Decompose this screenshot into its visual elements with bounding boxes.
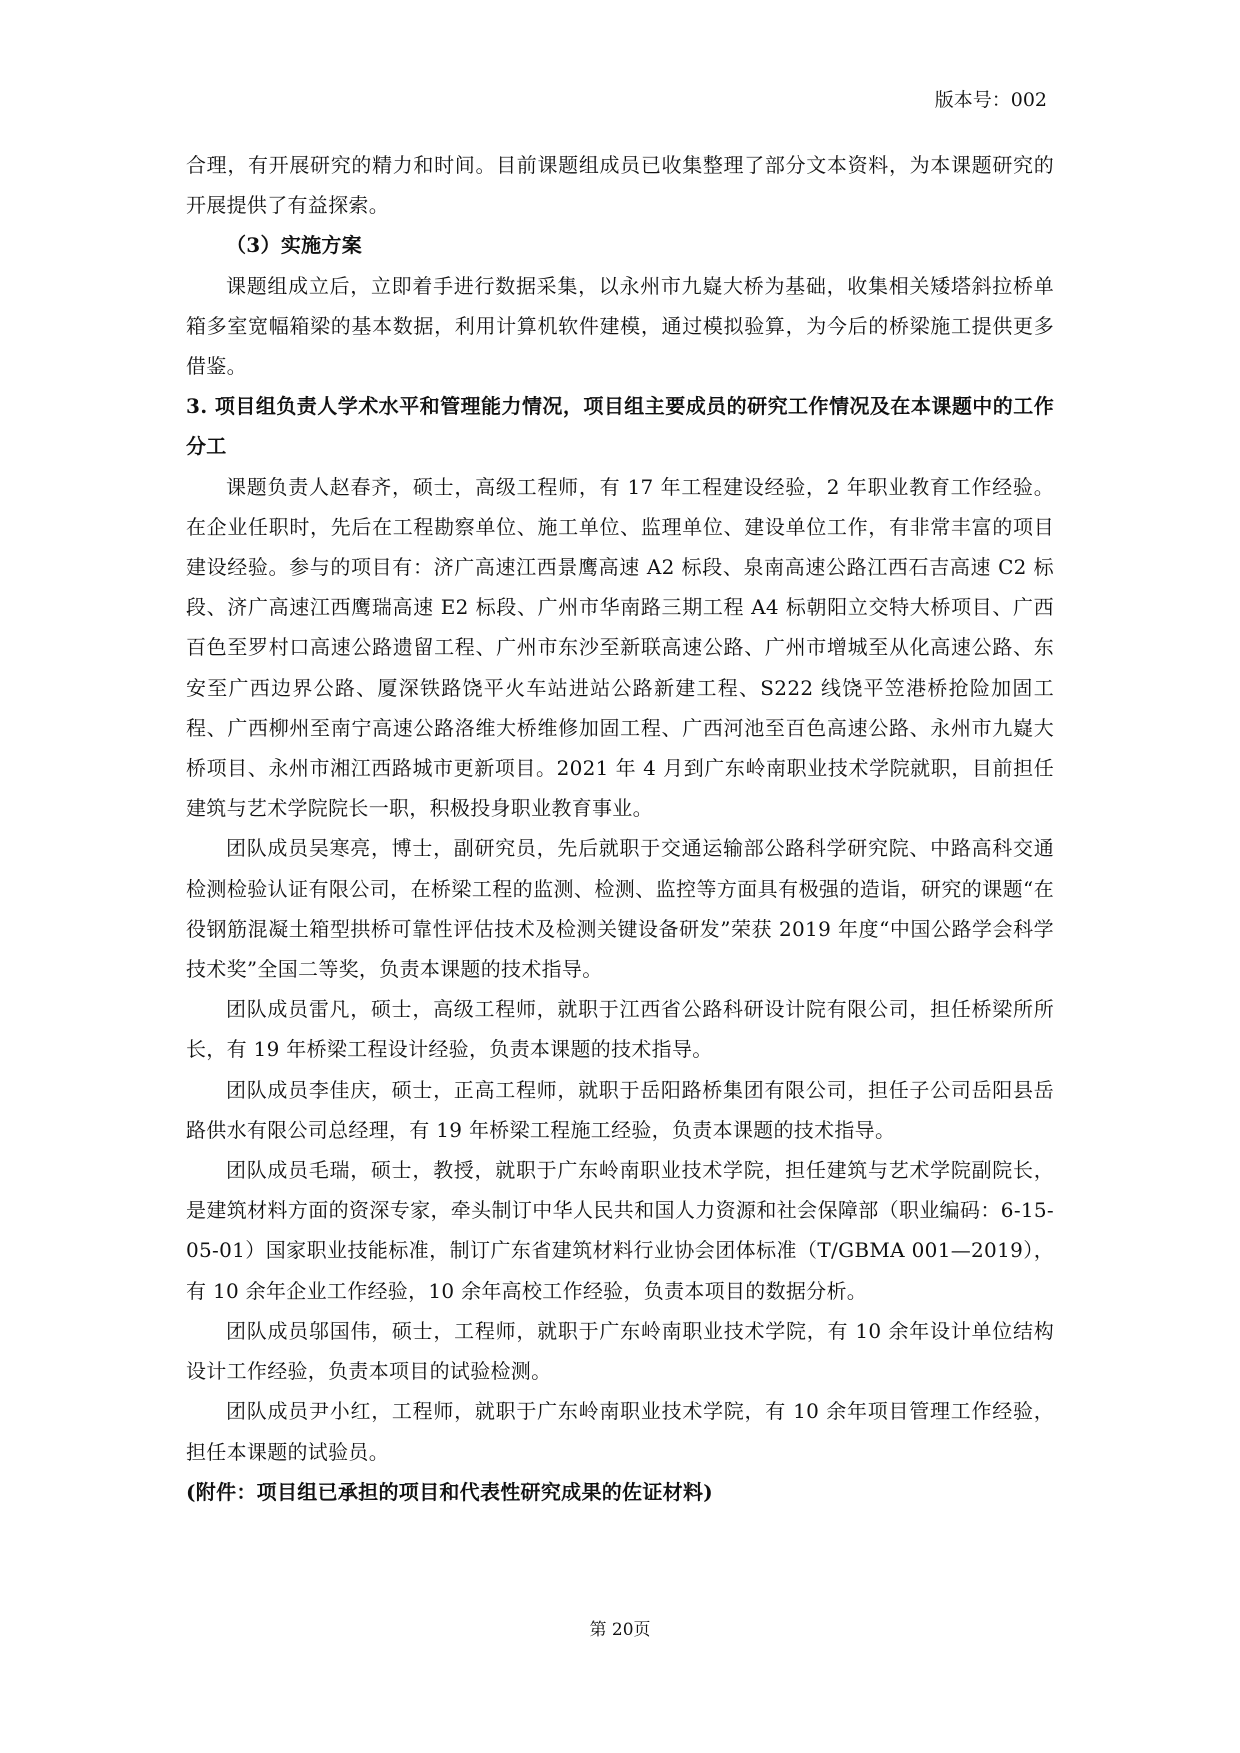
paragraph-team-member-lei: 团队成员雷凡，硕士，高级工程师，就职于江西省公路科研设计院有限公司，担任桥梁所所长，有 19 年桥梁工程设计经验，负责本课题的技术指导。 — [186, 997, 1054, 1062]
section-heading-3: 3. 项目组负责人学术水平和管理能力情况，项目组主要成员的研究工作情况及在本课题中的工作分工 — [186, 394, 1054, 459]
paragraph-team-member-mao: 团队成员毛瑞，硕士，教授，就职于广东岭南职业技术学院，担任建筑与艺术学院副院长，是建筑材料方面的资深专家，牵头制订中华人民共和国人力资源和社会保障部（职业编码：6-15-05-01）国家职业技能标准，制订广东省建筑材料行业协会团体标准（T/GBMA 001—2019），有 10 余年企业工作经验，10 余年高校工作经验，负责本项目的数据分析。 — [186, 1158, 1054, 1303]
page-number: 第 20页 — [589, 1620, 651, 1640]
attachment-note: (附件：项目组已承担的项目和代表性研究成果的佐证材料) — [186, 1479, 714, 1504]
paragraph-implementation-plan: 课题组成立后，立即着手进行数据采集，以永州市九嶷大桥为基础，收集相关矮塔斜拉桥单箱多室宽幅箱梁的基本数据，利用计算机软件建模，通过模拟验算，为今后的桥梁施工提供更多借鉴。 — [186, 273, 1054, 379]
paragraph-continued: 合理，有开展研究的精力和时间。目前课题组成员已收集整理了部分文本资料，为本课题研究的开展提供了有益探索。 — [186, 153, 1054, 218]
paragraph-project-leader: 课题负责人赵春齐，硕士，高级工程师，有 17 年工程建设经验，2 年职业教育工作经验。在企业任职时，先后在工程勘察单位、施工单位、监理单位、建设单位工作，有非常丰富的项目建设经验。参与的项目有：济广高速江西景鹰高速 A2 标段、泉南高速公路江西石吉高速 C2 标段、济广高速江西鹰瑞高速 E2 标段、广州市华南路三期工程 A4 标朝阳立交特大桥项目、广西百色至罗村口高速公路遗留工程、广州市东沙至新联高速公路、广州市增城至从化高速公路、东安至广西边界公路、厦深铁路饶平火车站进站公路新建工程、S222 线饶平笠港桥抢险加固工程、广西柳州至南宁高速公路洛维大桥维修加固工程、广西河池至百色高速公路、永州市九嶷大桥项目、永州市湘江西路城市更新项目。2021 年 4 月到广东岭南职业技术学院就职，目前担任建筑与艺术学院院长一职，积极投身职业教育事业。 — [186, 474, 1054, 821]
paragraph-team-member-wu-guowei: 团队成员邬国伟，硕士，工程师，就职于广东岭南职业技术学院，有 10 余年设计单位结构设计工作经验，负责本项目的试验检测。 — [186, 1318, 1054, 1384]
document-body — [186, 145, 1054, 1512]
section-title-implementation-plan: （3）实施方案 — [226, 233, 363, 258]
paragraph-team-member-yin: 团队成员尹小红，工程师，就职于广东岭南职业技术学院，有 10 余年项目管理工作经验，担任本课题的试验员。 — [186, 1399, 1054, 1464]
version-number: 版本号：002 — [934, 89, 1047, 111]
paragraph-team-member-li: 团队成员李佳庆，硕士，正高工程师，就职于岳阳路桥集团有限公司，担任子公司岳阳县岳路供水有限公司总经理，有 19 年桥梁工程施工经验，负责本课题的技术指导。 — [186, 1077, 1054, 1142]
paragraph-team-member-wu: 团队成员吴寒亮，博士，副研究员，先后就职于交通运输部公路科学研究院、中路高科交通检测检验认证有限公司，在桥梁工程的监测、检测、监控等方面具有极强的造诣，研究的课题“在役钢筋混凝土箱型拱桥可靠性评估技术及检测关键设备研发”荣获 2019 年度“中国公路学会科学技术奖”全国二等奖，负责本课题的技术指导。 — [186, 836, 1054, 982]
